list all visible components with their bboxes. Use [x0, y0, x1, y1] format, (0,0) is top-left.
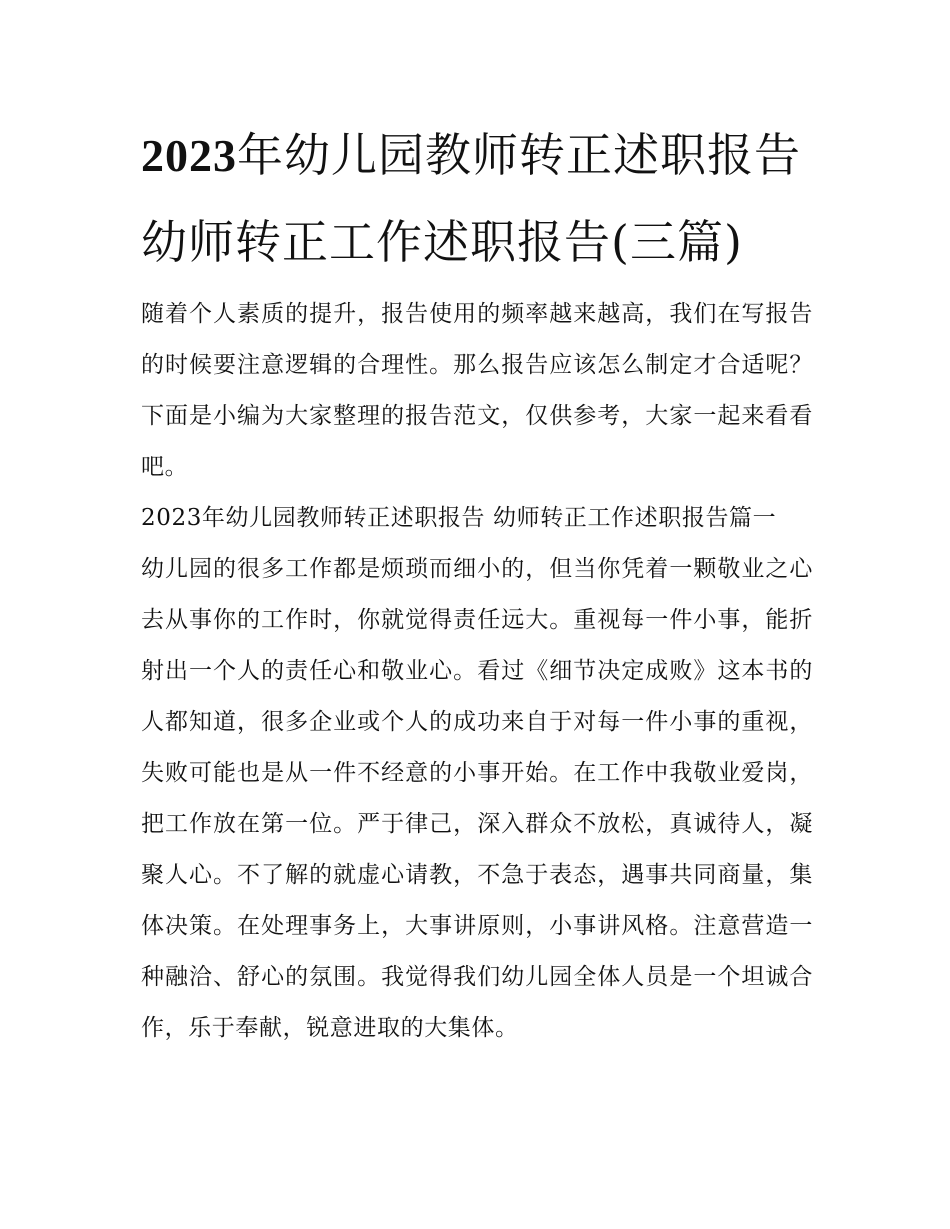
intro-paragraph: 随着个人素质的提升，报告使用的频率越来越高，我们在写报告的时候要注意逻辑的合理性。那么报告应该怎么制定才合适呢？下面是小编为大家整理的报告范文，仅供参考，大家一起来看看吧。 [141, 301, 813, 480]
body-paragraph: 幼儿园的很多工作都是烦琐而细小的，但当你凭着一颗敬业之心去从事你的工作时，你就觉得责任远大。重视每一件小事，能折射出一个人的责任心和敬业心。看过《细节决定成败》这本书的人都知道，很多企业或个人的成功来自于对每一件小事的重视，失败可能也是从一件不经意的小事开始。在工作中我敬业爱岗，把工作放在第一位。严于律己，深入群众不放松，真诚待人，凝聚人心。不了解的就虚心请教，不急于表态，遇事共同商量，集体决策。在处理事务上，大事讲原则，小事讲风格。注意营造一种融洽、舒心的氛围。我觉得我们幼儿园全体人员是一个坦诚合作，乐于奉献，锐意进取的大集体。 [141, 556, 813, 1041]
document-title [141, 112, 813, 285]
title-year: 2023 [141, 130, 237, 181]
document-content [141, 112, 813, 1054]
title-text: 年幼儿园教师转正述职报告 幼师转正工作述职报告(三篇) [141, 128, 801, 269]
section-heading: 2023年幼儿园教师转正述职报告 幼师转正工作述职报告篇一 [141, 505, 777, 531]
